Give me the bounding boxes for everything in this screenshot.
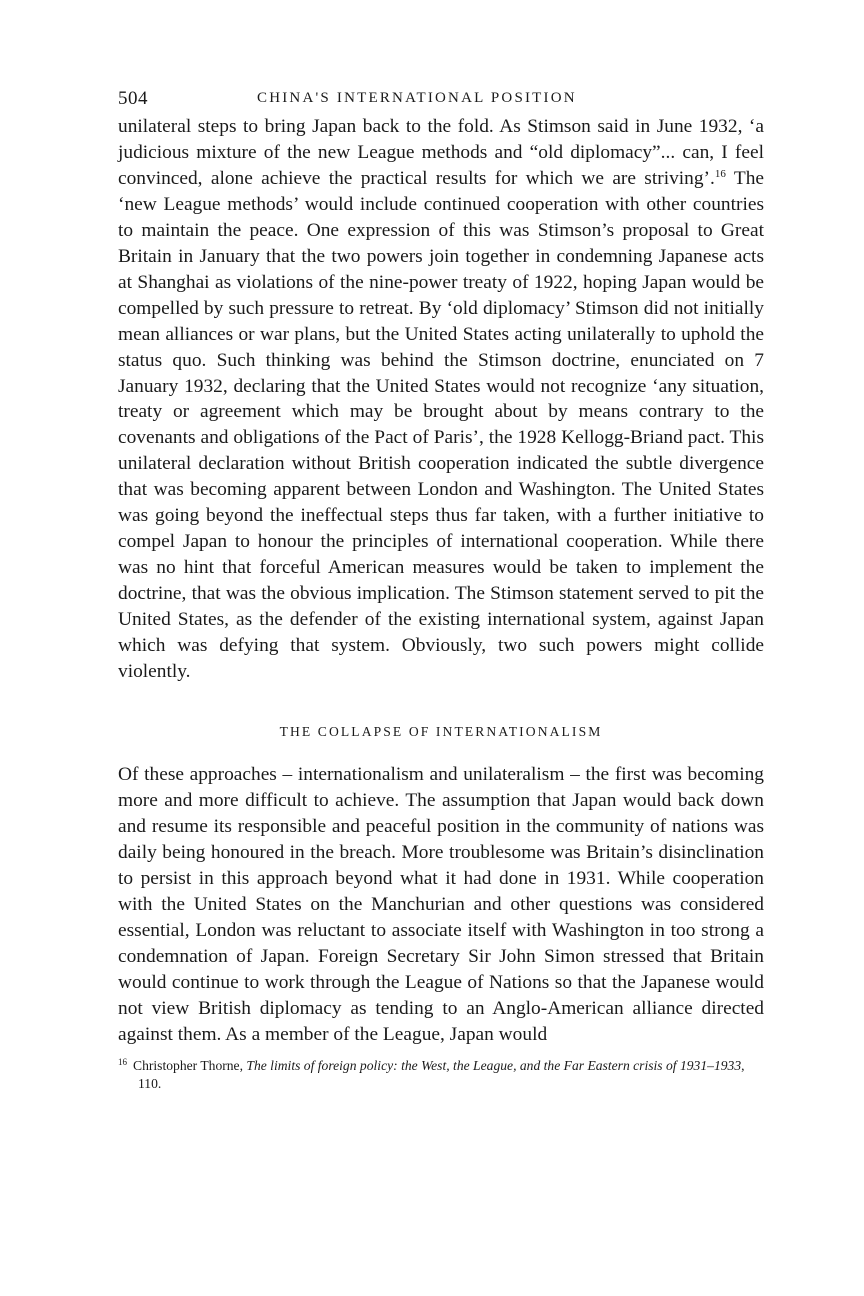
running-head [118, 88, 764, 114]
footnote-title: The limits of foreign policy: the West, the League, and the Far Eastern crisis of 1931–1933 [246, 1058, 742, 1074]
footnote-page: , 110. [138, 1058, 745, 1092]
running-title: CHINA'S INTERNATIONAL POSITION [257, 90, 577, 106]
paragraph-1-text-a: unilateral steps to bring Japan back to the fold. As Stimson said in June 1932, ‘a judicious mixture of the new League methods and “old diplomacy”... can, I feel convinced, alone achieve the practical results for which we are striving’. [118, 116, 764, 189]
paragraph-1 [118, 114, 764, 685]
paragraph-2: Of these approaches – internationalism and unilateralism – the first was becoming more and more difficult to achieve. The assumption that Japan would back down and resume its responsible and peaceful position in the community of nations was daily being honoured in the breach. More troublesome was Britain’s disinclination to persist in this approach beyond what it had done in 1931. While cooperation with the United States on the Manchurian and other questions was considered essential, London was reluctant to associate itself with Washington in too strong a condemnation of Japan. Foreign Secretary Sir John Simon stressed that Britain would continue to work through the League of Nations so that the Japanese would not view British diplomacy as tending to an Anglo-American alliance directed against them. As a member of the League, Japan would [118, 763, 764, 1045]
footnote-author: Christopher Thorne, [133, 1058, 247, 1074]
main-text [118, 114, 764, 1047]
footnote-number: 16 [118, 1057, 127, 1068]
footnote-reference: 16 [714, 167, 726, 180]
paragraph-1-text-b: The ‘new League methods’ would include continued cooperation with other countries to maintain the peace. One expression of this was Stimson’s proposal to Great Britain in January that the two powers join together in condemning Japanese acts at Shanghai as violations of the nine-power treaty of 1922, hoping Japan would be compelled by such pressure to retreat. By ‘old diplomacy’ Stimson did not initially mean alliances or war plans, but the United States acting unilaterally to uphold the status quo. Such thinking was behind the Stimson doctrine, enunciated on 7 January 1932, declaring that the United States would not recognize ‘any situation, treaty or agreement which may be brought about by means contrary to the covenants and obligations of the Pact of Paris’, the 1928 Kellogg-Briand pact. This unilateral declaration without British cooperation indicated the subtle divergence that was becoming apparent between London and Washington. The United States was going beyond the ineffectual steps thus far taken, with a further initiative to compel Japan to honour the principles of international cooperation. While there was no hint that forceful American measures would be taken to implement the doctrine, that was the obvious implication. The Stimson statement served to pit the United States, as the defender of the existing international system, against Japan which was defying that system. Obviously, two such powers might collide violently. [118, 167, 764, 683]
footnote [118, 1057, 764, 1093]
book-page [118, 88, 764, 1093]
page-number: 504 [118, 88, 148, 109]
section-heading: THE COLLAPSE OF INTERNATIONALISM [279, 723, 603, 739]
